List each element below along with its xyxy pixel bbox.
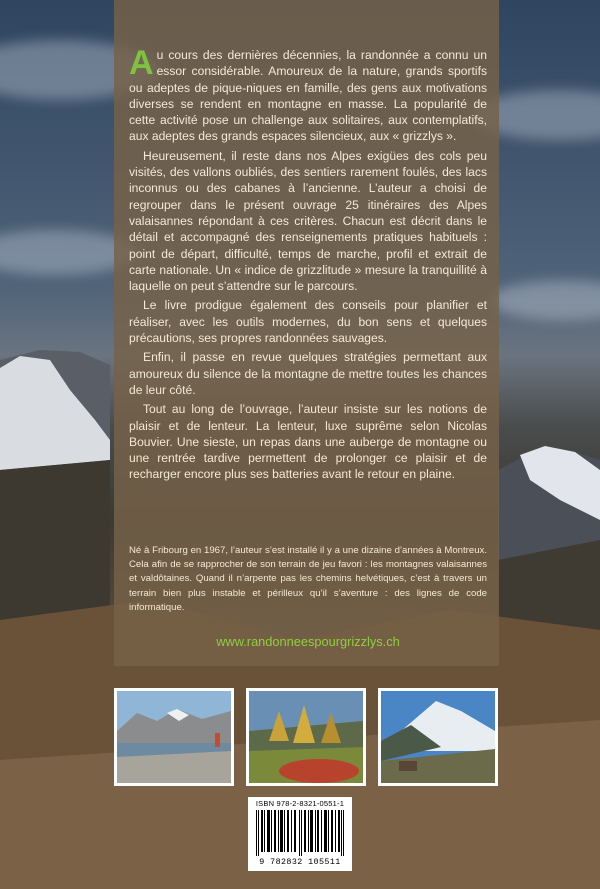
photo-lake-hiker <box>114 688 234 786</box>
author-bio: Né à Fribourg en 1967, l’auteur s’est installé il y a une dizaine d’années à Montreux. Cela afin de se rapprocher de son terrain de jeu favori : les montagnes valaisannes et valdôtaines. Quand il n’arpente pas les chemins helvétiques, c’est à travers un terrain bien plus instable et périlleux qu’il s’aventure : des lignes de code informatique. <box>129 545 487 613</box>
photo-larch-forest <box>246 688 366 786</box>
paragraph-1: Au cours des dernières décennies, la randonnée a connu un essor considérable. Amoureux de la nature, grands sportifs ou adeptes de pique-niques en famille, des gens aux motivations diverses se rendent en montagne en masse. La popularité de cette activité pose un challenge aux solitaires, aux contemplatifs, aux adeptes des grands espaces silencieux, aux « grizzlys ». <box>129 44 487 144</box>
barcode-icon <box>256 810 344 856</box>
paragraph-5: Tout au long de l’ouvrage, l’auteur insiste sur les notions de plaisir et de lenteur. La lenteur, luxe suprême selon Nicolas Bouvier. Une sieste, un repas dans une auberge de montagne ou une rentrée tardive permettent de prolonger ce plaisir et de recharger encore plus ses batteries avant le retour en plaine. <box>129 402 487 482</box>
photo-snowy-peak <box>378 688 498 786</box>
dropcap: A <box>129 44 154 82</box>
paragraph-2: Heureusement, il reste dans nos Alpes exigües des cols peu visités, des vallons oubliés, des sentiers rarement foulés, des lacs inconnus ou des cabanes à l’ancienne. L’auteur a choisi de regrouper dans le présent ouvrage 25 itinéraires des Alpes valaisannes répondant à ces critères. Chacun est décrit dans le détail et accompagné des renseignements pratiques habituels : point de départ, difficulté, temps de marche, profil et extrait de carte nationale. Un « indice de grizzlitude » mesure la tranquillité à laquelle on peut s’attendre sur le parcours. <box>129 148 487 294</box>
website-link[interactable]: www.randonneespourgrizzlys.ch <box>216 634 400 649</box>
paragraph-3: Le livre prodigue également des conseils pour planifier et réaliser, avec les outils modernes, du bon sens et quelques précautions, ses propres randonnées sauvages. <box>129 298 487 346</box>
paragraph-4: Enfin, il passe en revue quelques stratégies permettant aux amoureux du silence de la montagne de mettre toutes les chances de leur côté. <box>129 350 487 397</box>
barcode-label <box>248 797 352 871</box>
barcode-digits: 9 782832 105511 <box>259 857 341 867</box>
description-text <box>129 44 487 486</box>
isbn-text: ISBN 978-2-8321-0551-1 <box>255 799 345 808</box>
